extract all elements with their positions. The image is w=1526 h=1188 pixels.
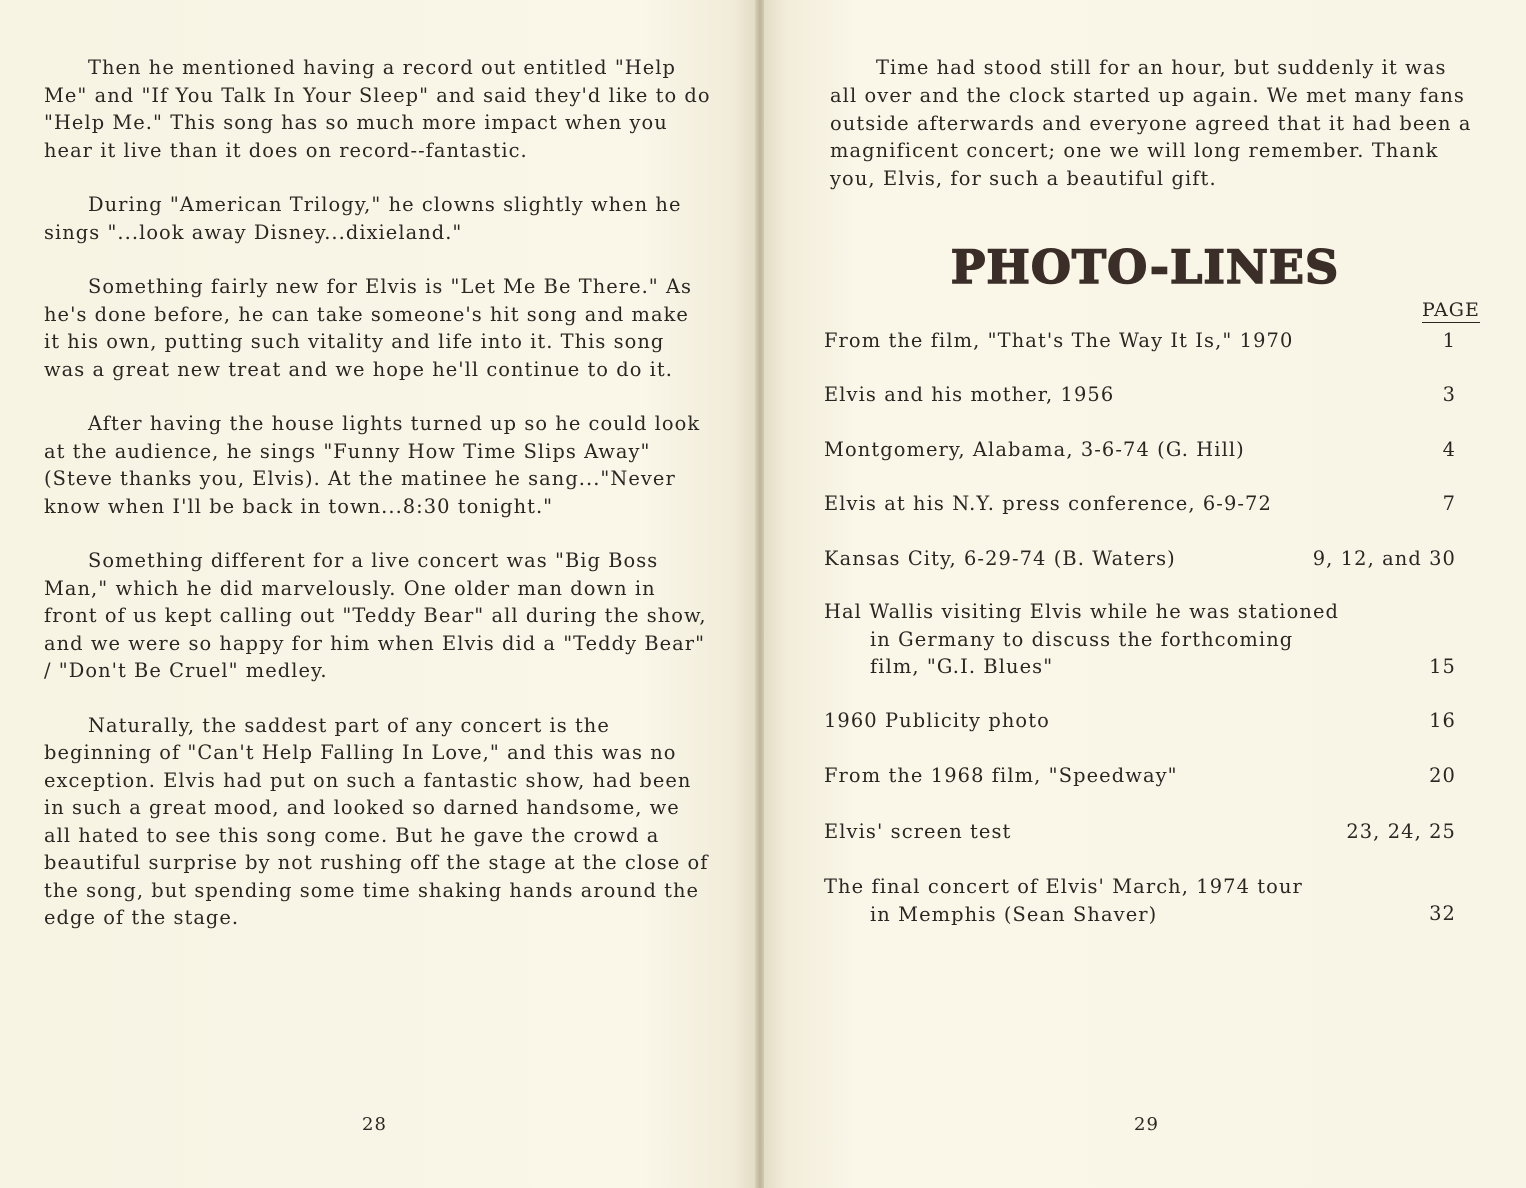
credit-item — [824, 707, 1464, 735]
credit-caption-continued: in Germany to discuss the forthcoming — [870, 627, 1294, 651]
credit-item — [824, 818, 1464, 846]
closing-paragraph: Time had stood still for an hour, but suddenly it was all over and the clock started up again. We met many fans outside afterwards and everyone agreed that it had been a magnificent concert; one we will long remember. Thank you, Elvis, for such a beautiful gift. — [830, 56, 1472, 191]
photo-lines-heading: PHOTO-LINES — [950, 240, 1340, 294]
credit-caption-continued: in Memphis (Sean Shaver) — [870, 902, 1158, 926]
credit-caption: Kansas City, 6-29-74 (B. Waters) — [824, 547, 1176, 570]
credit-caption: From the 1968 film, "Speedway" — [824, 764, 1178, 787]
credit-item — [824, 545, 1464, 573]
credit-page: 4 — [1442, 438, 1456, 461]
credit-page: 1 — [1442, 329, 1456, 352]
page-column-header: PAGE — [1422, 299, 1480, 321]
credit-page: 20 — [1429, 764, 1456, 787]
closing-paragraph-block — [830, 54, 1476, 193]
credit-item — [824, 381, 1464, 409]
paragraph: Something different for a live concert was "Big Boss Man," which he did marvelously. One older man down in front of us kept calling out "Teddy Bear" all during the show, and we were so happy for him when Elvis did a "Teddy Bear" / "Don't Be Cruel" medley. — [44, 549, 707, 682]
credit-page: 32 — [1429, 902, 1456, 925]
credit-caption: From the film, "That's The Way It Is," 1970 — [824, 329, 1294, 352]
paragraph: Then he mentioned having a record out entitled "Help Me" and "If You Talk In Your Sleep" and said they'd like to do "Help Me." This song has so much more impact when you hear it live than it does on record--fantastic. — [44, 56, 711, 162]
credit-item — [824, 598, 1464, 681]
credit-page: 3 — [1442, 383, 1456, 406]
credit-page: 15 — [1429, 655, 1456, 678]
credit-page: 16 — [1429, 709, 1456, 732]
page-number-right: 29 — [1134, 1114, 1159, 1135]
credit-caption: 1960 Publicity photo — [824, 709, 1050, 732]
credit-page: 23, 24, 25 — [1346, 820, 1456, 843]
credit-item — [824, 327, 1464, 355]
left-page — [0, 0, 756, 1188]
credit-caption: Montgomery, Alabama, 3-6-74 (G. Hill) — [824, 438, 1245, 461]
right-page — [764, 0, 1526, 1188]
credit-caption: Elvis' screen test — [824, 820, 1012, 843]
credit-item — [824, 490, 1464, 518]
credit-caption: Hal Wallis visiting Elvis while he was stationed — [824, 600, 1340, 623]
credit-page: 9, 12, and 30 — [1312, 547, 1456, 570]
paragraph: Naturally, the saddest part of any concert is the beginning of "Can't Help Falling In Love," and this was no exception. Elvis had put on such a fantastic show, had been in such a great mood, and looked so darned handsome, we all hated to see this song come. But he gave the crowd a beautiful surprise by not rushing off the stage at the close of the song, but spending some time shaking hands around the edge of the stage. — [44, 713, 709, 929]
paragraph: Something fairly new for Elvis is "Let Me Be There." As he's done before, he can take someone's hit song and make it his own, putting such vitality and life into it. This song was a great new treat and we hope he'll continue to do it. — [44, 275, 693, 381]
credit-caption: Elvis at his N.Y. press conference, 6-9-72 — [824, 492, 1272, 515]
credit-caption: Elvis and his mother, 1956 — [824, 383, 1115, 406]
page-number-left: 28 — [362, 1114, 387, 1135]
paragraph: During "American Trilogy," he clowns slightly when he sings "...look away Disney...dixieland." — [44, 193, 682, 244]
credit-item — [824, 873, 1464, 928]
paragraph: After having the house lights turned up so he could look at the audience, he sings "Funny How Time Slips Away" (Steve thanks you, Elvis). At the matinee he sang..."Never know when I'll be back in town...8:30 tonight." — [44, 412, 701, 518]
credit-item — [824, 436, 1464, 464]
credit-caption: The final concert of Elvis' March, 1974 tour — [824, 875, 1303, 898]
credit-page: 7 — [1442, 492, 1456, 515]
credit-item — [824, 762, 1464, 790]
left-page-text — [44, 54, 712, 959]
credit-caption-continued: film, "G.I. Blues" — [870, 655, 1054, 678]
